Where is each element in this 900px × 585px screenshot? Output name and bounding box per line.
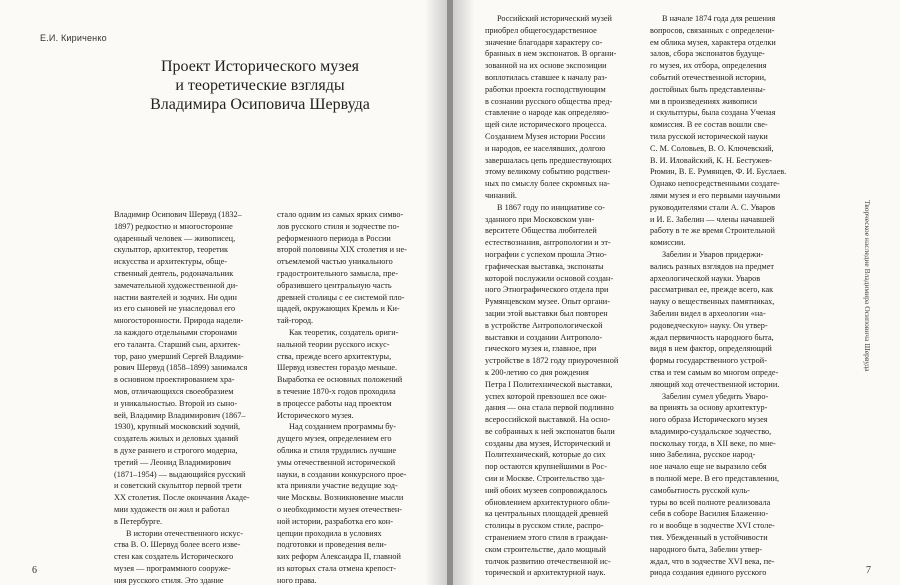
text-line: и И. Е. Забелин — члены начавшей [650,214,775,224]
text-line: одаренный человек — живописец, [114,233,236,243]
text-line: В 1867 году по инициативе со- [497,202,605,212]
text-column-left-1 [114,209,266,585]
text-line: в течение 1870-х годов проходила [277,386,396,396]
text-line: В начале 1874 года для решения [662,14,776,23]
title-line: Проект Исторического музея [160,58,360,75]
text-line: значение благодаря характеру со- [485,37,603,47]
paragraph [650,391,800,580]
text-line: многосторонности. Природа надели- [114,316,244,326]
text-line: из которых стала отмена крепост- [277,563,396,573]
text-line: бранных в нем экспонатов. В органи- [485,49,617,59]
text-line: воплотилась ставшее к началу раз- [485,72,608,82]
text-line: XX столетия. После окончания Акаде- [114,493,250,503]
text-line: Выработка ее основных положений [277,375,403,385]
text-line: древней столицы с ее системой пло- [277,292,405,302]
text-line: го музея, их отбора, определения [650,61,767,71]
text-line: зованной на их основе экспозиции [485,61,607,71]
text-line: лями музея и его первыми научными [650,190,781,200]
text-line: и советский скульптор первой трети [114,481,242,491]
text-line: чинаний. [485,190,517,200]
text-line: нографии с успехом прошла Этно- [485,249,607,259]
text-line: толчок развитию отечественной ис- [485,556,611,566]
text-line: ка центральных площадей древней [485,509,609,519]
text-line: в процессе работы над проектом [277,398,392,408]
text-line: достойных быть представленны- [650,84,766,94]
text-line: пор остаются крупнейшими в Рос- [485,462,607,472]
text-line: верситете Общества любителей [485,226,597,236]
text-line: 1897) редкостно и многосторонне [114,221,233,231]
text-line: в устройстве Антропологической [485,320,603,330]
article-title [110,57,410,114]
text-line: тай-город. [277,316,314,326]
text-line: ждал первичность народного быта, [650,332,774,342]
text-line: столицы в русском стиле, распро- [485,521,604,531]
paragraph [114,209,266,528]
paragraph [114,528,266,585]
text-line: этому великому событию родствен- [485,167,611,177]
text-line: ве собранных к ней экспонатов были [485,426,615,436]
text-line: образившего центральную часть [277,280,392,290]
text-line: зданного при Московском уни- [485,214,595,224]
text-line: гического музея и, главное, при [485,344,597,354]
text-line: обновлением архитектурного обли- [485,497,610,507]
paragraph [277,421,432,585]
title-line: и теоретические взгляды [175,77,345,94]
text-line: Российский исторический музей [497,14,612,23]
text-column-right-2 [650,13,800,579]
page-number-right: 7 [866,565,871,576]
text-line: ждал, что в зодчестве XVI века, пе- [650,556,775,566]
running-head-author: Е.И. Кириченко [40,33,107,43]
text-line: ных по смыслу более скромных на- [485,179,610,189]
paragraph [277,209,432,327]
text-line: естествознания, антропологии и эт- [485,238,611,248]
text-line: в полной мере. В его представлении, [650,474,780,484]
text-line: формы государственного устрой- [650,356,767,366]
text-line: устройстве в 1872 году приуроченной [485,356,619,366]
paragraph [650,249,800,391]
text-line: Петра I Политехнической выставки, [485,379,613,389]
text-line: замечательной художественной ди- [114,280,238,290]
text-line: науку о вещественных памятниках, [650,297,775,307]
text-line: зации этой выставки был повторен [485,308,608,318]
text-line: из его сыновей не унаследовал его [114,304,236,314]
text-line: и скульптуры, была создана Ученая [650,108,776,118]
text-line: выставки и создании Антрополо- [485,332,603,342]
text-line: мии художеств он жил и работал [114,504,230,514]
text-line: тия. Убежденный в устойчивости [650,533,768,543]
text-line: ства и тем самым во многом опреде- [650,367,779,377]
text-line: ния русского стиля. Это здание [114,575,224,585]
text-line: нальной теории русского искус- [277,339,390,349]
text-line: в духе раннего и строгого модерна, [114,445,238,455]
text-line: владимиро-суздальское зодчество, [650,426,772,436]
left-page [0,0,447,585]
text-line: завершалась цепь предшествующих [485,155,612,165]
text-line: самобытность русской куль- [650,485,750,495]
text-line: поскольку тогда, в XII веке, по мне- [650,438,776,448]
paragraph [485,13,640,202]
text-line: вались разных взглядов на предмет [650,261,774,271]
text-line: третий — Леонид Владимирович [114,457,231,467]
text-line: странением этого стиля в граждан- [485,533,609,543]
text-line: Как теоретик, создатель ориги- [289,327,399,337]
text-line: Над созданием программы бу- [289,422,397,432]
text-line: лов русского стиля и зодчестве по- [277,221,400,231]
text-line: Забелин видел в археологии «на- [650,308,766,318]
text-line: цепции проходила в условиях [277,528,382,538]
title-line: Владимира Осиповича Шервуда [150,96,370,113]
side-title-text: Творческое наследие Владимира Осиповича Шервуда [863,200,872,372]
text-line: руководителями стали А. С. Уваров [650,202,775,212]
text-line: науки, в создании конкурсного прое- [277,469,407,479]
text-line: ного права. [277,575,317,585]
text-line: всероссийской выставкой. На осно- [485,415,611,425]
text-line: комиссия. В ее состав вошли све- [650,120,768,130]
text-line: ем облика музея, характера отделки [650,37,776,47]
text-line: С. М. Соловьев, В. О. Ключевский, [650,143,774,153]
text-line: ний обоих музеев сопровождалось [485,485,607,495]
text-line: родоведческую» науку. Он утвер- [650,320,768,330]
text-line: 1930), крупный московский зодчий, [114,422,241,432]
text-line: нию Забелина, русское народ- [650,450,756,460]
text-line: графическая выставка, экспонаты [485,261,604,271]
text-line: народного быта, Забелин утвер- [650,544,763,554]
paragraph [650,13,800,249]
text-line: облика и стиля трудились лучшие [277,445,397,455]
text-line: градостроительного замысла, пре- [277,268,398,278]
text-line: стен как создатель Исторического [114,552,234,562]
text-line: залов, сбора экспонатов будуще- [650,49,765,59]
text-line: себя в соборе Василия Блаженно- [650,509,769,519]
text-line: и уникальностью. Второй из сыно- [114,398,238,408]
text-line: которой послужили основой создан- [485,273,614,283]
text-line: туры во всей полноте реализовала [650,497,771,507]
text-line: подготовки и проведения вели- [277,540,387,550]
text-line: ва принять за основу архитектур- [650,403,768,413]
text-line: вопросов, связанных с определени- [650,25,775,35]
text-line: Шервуд известен гораздо меньше. [277,363,398,373]
text-line: Политехнический, которые до сих [485,450,606,460]
text-line: ляющий ход отечественной истории. [650,379,780,389]
text-line: ставление о народе как определяю- [485,108,609,118]
text-line: дания — она стала первой подлинно [485,403,614,413]
text-line: археологической науки. Уваров [650,273,761,283]
text-line: отъемлемой частью уникального [277,257,393,267]
text-line: видя в нем фактор, определяющий [650,344,772,354]
side-running-title [858,200,878,580]
text-line: мов, отличающихся своеобразием [114,386,234,396]
text-line: тила русской исторической науки [650,131,768,141]
text-line: настии ваятелей и зодчих. Ни один [114,292,237,302]
text-line: о необходимости музея отечествен- [277,504,403,514]
paragraph [485,202,640,580]
text-line: рович Шервуд (1858–1899) занимался [114,363,248,373]
text-line: и народов, ее населявших, долгою [485,143,606,153]
text-line: к 200-летию со дня рождения [485,367,589,377]
text-line: го и вообще в зодчестве XVI столе- [650,521,775,531]
text-line: стало одним из самых ярких симво- [277,210,404,219]
text-line: тор, рано умерший Сергей Владими- [114,351,244,361]
paragraph [277,327,432,421]
text-line: реформенного периода в России [277,233,391,243]
text-line: ного Этнографического отдела при [485,285,609,295]
text-line: ной истории, разработка его кон- [277,516,393,526]
text-line: щадей, окружающих Кремль и Ки- [277,304,400,314]
text-line: ственный деятель, родоначальник [114,268,234,278]
text-line: приобрел общегосударственное [485,25,597,35]
text-column-right-1 [485,13,640,579]
gutter-shadow [453,0,475,585]
text-line: вей, Владимир Владимирович (1867– [114,410,246,420]
text-line: Забелин и Уваров придержи- [662,249,764,259]
text-line: работки проекта господствующим [485,84,606,94]
text-line: сии и Москве. Строительство зда- [485,474,605,484]
text-line: Владимир Осипович Шервуд (1832– [114,210,242,219]
page-number-left: 6 [32,565,37,576]
text-line: комиссии. [650,238,686,248]
text-line: ких реформ Александра II, главной [277,552,401,562]
text-line: ла каждого отдельными сторонами [114,327,237,337]
text-line: рассматривал ее, прежде всего, как [650,285,774,295]
text-line: Рюмин, В. Е. Румянцев, Ф. И. Буслаев. [650,167,787,177]
text-line: музея — программного сооруже- [114,563,231,573]
text-line: успех которой превзошел все ожи- [485,391,607,401]
text-line: ства, прежде всего архитектуры, [277,351,392,361]
text-line: работу в те же время Строительной [650,226,775,236]
text-line: второй половины XIX столетия и не- [277,245,407,255]
text-line: В истории отечественного искус- [126,528,243,538]
text-line: в сознании русского общества пред- [485,96,613,106]
text-line: его таланта. Старший сын, архитек- [114,339,241,349]
text-line: в основном проектированием хра- [114,375,235,385]
text-line: ного образа Исторического музея [650,415,768,425]
text-line: дущего музея, определением его [277,434,392,444]
text-line: в Петербурге. [114,516,163,526]
text-line: торической и архитектурной наук. [485,568,606,578]
text-line: Созданием Музея истории России [485,131,605,141]
text-line: событий отечественной истории, [650,72,767,82]
text-line: создатель жилых и деловых зданий [114,434,239,444]
text-line: Исторического музея. [277,410,354,420]
text-line: Румянцевском музее. Опыт органи- [485,297,610,307]
text-column-left-2 [277,209,432,585]
text-line: В. И. Иловайский, К. Н. Бестужев- [650,155,772,165]
text-line: Забелин сумел убедить Уваро- [662,391,769,401]
text-line: (1871–1954) — выдающийся русский [114,469,246,479]
text-line: ства В. О. Шервуд более всего изве- [114,540,241,550]
text-line: ное начало еще не выразило себя [650,462,767,472]
text-line: риода создания единого русского [650,568,767,578]
text-line: Однако непосредственными создате- [650,179,780,189]
text-line: кта приняли участие ведущие зод- [277,481,398,491]
text-line: созданы два музея, Исторический и [485,438,611,448]
text-line: щей силе исторического процесса. [485,120,607,130]
text-line: скульптор, архитектор, теоретик [114,245,229,255]
text-line: умы отечественной исторической [277,457,396,467]
text-line: чие Москвы. Возникновение мысли [277,493,404,503]
text-line: искусства и архитектуры, обще- [114,257,228,267]
text-line: ми в произведениях живописи [650,96,758,106]
text-line: ском строительстве, дало мощный [485,544,606,554]
